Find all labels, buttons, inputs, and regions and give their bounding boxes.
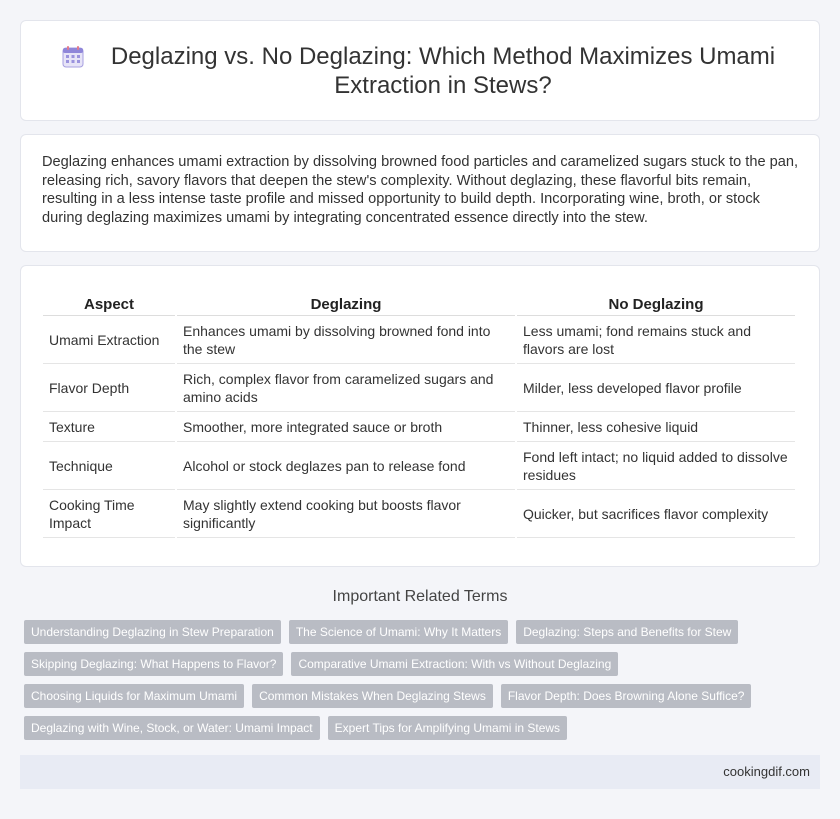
footer-site-link[interactable]: cookingdif.com [723,764,810,779]
related-tag[interactable]: Expert Tips for Amplifying Umami in Stews [328,716,567,740]
table-row [43,318,795,364]
title-row [21,21,819,120]
tag-row [24,620,804,644]
comparison-table [41,290,797,540]
related-tag[interactable]: Deglazing: Steps and Benefits for Stew [516,620,738,644]
related-tag[interactable]: Comparative Umami Extraction: With vs Without Deglazing [291,652,618,676]
comparison-card [20,265,820,567]
table-cell: Rich, complex flavor from caramelized sugars and amino acids [177,366,515,412]
table-cell: Milder, less developed flavor profile [517,366,795,412]
calendar-grid-icon [61,45,85,69]
table-row [43,444,795,490]
tag-row [24,684,804,708]
related-tag[interactable]: Common Mistakes When Deglazing Stews [252,684,493,708]
table-cell: Quicker, but sacrifices flavor complexity [517,492,795,538]
related-tags [24,620,804,748]
footer [20,755,820,789]
header-aspect: Aspect [43,292,175,316]
intro-paragraph: Deglazing enhances umami extraction by dissolving browned food particles and caramelized sugars stuck to the pan, releasing rich, savory flavors that deepen the stew's complexity. Without deglazing, these flavorful bits remain, resulting in a less intense taste profile and missed opportunity to build depth. Incorporating wine, broth, or stock during deglazing maximizes umami by integrating concentrated essence directly into the stew. [42,154,799,226]
table-row [43,366,795,412]
header-card [20,20,820,121]
table-cell: Fond left intact; no liquid added to dissolve residues [517,444,795,490]
table-cell: Less umami; fond remains stuck and flavors are lost [517,318,795,364]
header-deglazing: Deglazing [177,292,515,316]
page-title: Deglazing vs. No Deglazing: Which Method Maximizes Umami Extraction in Stews? [110,42,776,99]
related-tag[interactable]: The Science of Umami: Why It Matters [289,620,508,644]
table-cell: Enhances umami by dissolving browned fond into the stew [177,318,515,364]
related-tag[interactable]: Deglazing with Wine, Stock, or Water: Umami Impact [24,716,320,740]
table-row [43,492,795,538]
table-cell: Umami Extraction [43,318,175,364]
related-terms-title: Important Related Terms [332,588,508,605]
table-cell: Thinner, less cohesive liquid [517,414,795,442]
table-cell: Flavor Depth [43,366,175,412]
table-cell: Cooking Time Impact [43,492,175,538]
table-header-row [43,292,795,316]
tag-row [24,716,804,740]
header-no-deglazing: No Deglazing [517,292,795,316]
table-row [43,414,795,442]
table-cell: Alcohol or stock deglazes pan to release fond [177,444,515,490]
related-tag[interactable]: Skipping Deglazing: What Happens to Flavor? [24,652,283,676]
tag-row [24,652,804,676]
related-tag[interactable]: Choosing Liquids for Maximum Umami [24,684,244,708]
table-cell: Technique [43,444,175,490]
related-tag[interactable]: Understanding Deglazing in Stew Preparation [24,620,281,644]
intro-card [20,134,820,252]
table-cell: Smoother, more integrated sauce or broth [177,414,515,442]
table-cell: May slightly extend cooking but boosts flavor significantly [177,492,515,538]
related-tag[interactable]: Flavor Depth: Does Browning Alone Suffice? [501,684,752,708]
table-cell: Texture [43,414,175,442]
